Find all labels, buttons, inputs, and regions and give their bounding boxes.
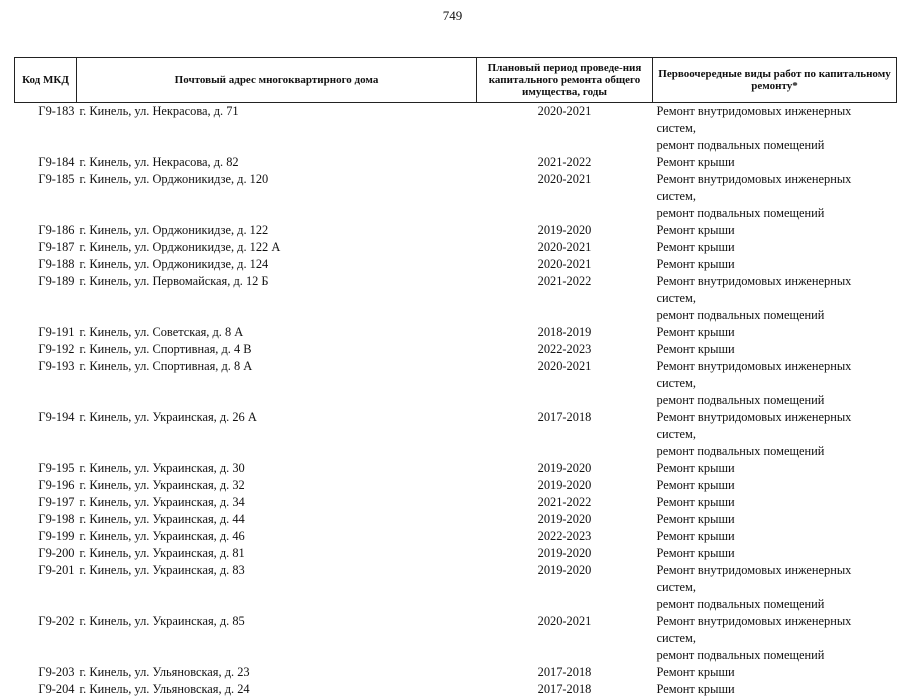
- row-works: [653, 222, 897, 239]
- row-works: [653, 341, 897, 358]
- row-works: [653, 460, 897, 477]
- row-works: [653, 562, 897, 613]
- row-period: 2019-2020: [477, 545, 653, 562]
- row-works-line: Ремонт крыши: [657, 256, 894, 273]
- row-code: Г9-201: [15, 562, 77, 613]
- row-works-line: Ремонт крыши: [657, 154, 894, 171]
- table-row: [15, 341, 897, 358]
- table-row: [15, 273, 897, 324]
- header-period: Плановый период проведе-ния капитального ремонта общего имущества, годы: [477, 58, 653, 103]
- row-works: [653, 256, 897, 273]
- row-works-line: ремонт подвальных помещений: [657, 443, 894, 460]
- row-address: г. Кинель, ул. Орджоникидзе, д. 124: [77, 256, 477, 273]
- row-address: г. Кинель, ул. Спортивная, д. 4 В: [77, 341, 477, 358]
- table-row: [15, 613, 897, 664]
- row-period: 2020-2021: [477, 256, 653, 273]
- row-works-line: Ремонт внутридомовых инженерных систем,: [657, 103, 894, 137]
- row-code: Г9-200: [15, 545, 77, 562]
- page-number: 749: [0, 8, 905, 24]
- row-address: г. Кинель, ул. Первомайская, д. 12 Б: [77, 273, 477, 324]
- row-works: [653, 613, 897, 664]
- row-code: Г9-204: [15, 681, 77, 698]
- table-row: [15, 460, 897, 477]
- row-works: [653, 171, 897, 222]
- row-period: 2019-2020: [477, 477, 653, 494]
- row-code: Г9-184: [15, 154, 77, 171]
- row-works-line: Ремонт крыши: [657, 341, 894, 358]
- row-address: г. Кинель, ул. Некрасова, д. 82: [77, 154, 477, 171]
- row-works: [653, 511, 897, 528]
- row-code: Г9-189: [15, 273, 77, 324]
- row-address: г. Кинель, ул. Орджоникидзе, д. 122 А: [77, 239, 477, 256]
- table-row: [15, 664, 897, 681]
- row-works-line: Ремонт крыши: [657, 324, 894, 341]
- row-code: Г9-195: [15, 460, 77, 477]
- table-row: [15, 681, 897, 698]
- row-period: 2019-2020: [477, 562, 653, 613]
- row-works-line: Ремонт крыши: [657, 239, 894, 256]
- row-period: 2020-2021: [477, 103, 653, 155]
- row-address: г. Кинель, ул. Ульяновская, д. 24: [77, 681, 477, 698]
- row-works-line: Ремонт крыши: [657, 511, 894, 528]
- row-works: [653, 528, 897, 545]
- row-works-line: ремонт подвальных помещений: [657, 392, 894, 409]
- row-code: Г9-185: [15, 171, 77, 222]
- row-works: [653, 239, 897, 256]
- row-works: [653, 324, 897, 341]
- row-code: Г9-196: [15, 477, 77, 494]
- table-row: [15, 171, 897, 222]
- row-code: Г9-183: [15, 103, 77, 155]
- row-works-line: Ремонт внутридомовых инженерных систем,: [657, 562, 894, 596]
- table-row: [15, 324, 897, 341]
- row-code: Г9-187: [15, 239, 77, 256]
- row-code: Г9-193: [15, 358, 77, 409]
- row-works: [653, 664, 897, 681]
- row-period: 2018-2019: [477, 324, 653, 341]
- table-row: [15, 256, 897, 273]
- row-period: 2021-2022: [477, 154, 653, 171]
- row-period: 2020-2021: [477, 171, 653, 222]
- row-address: г. Кинель, ул. Украинская, д. 34: [77, 494, 477, 511]
- row-address: г. Кинель, ул. Украинская, д. 32: [77, 477, 477, 494]
- row-period: 2020-2021: [477, 239, 653, 256]
- row-works-line: Ремонт крыши: [657, 477, 894, 494]
- row-works-line: Ремонт крыши: [657, 460, 894, 477]
- table-row: [15, 477, 897, 494]
- row-code: Г9-199: [15, 528, 77, 545]
- row-works: [653, 477, 897, 494]
- table-row: [15, 494, 897, 511]
- row-works-line: Ремонт крыши: [657, 664, 894, 681]
- row-address: г. Кинель, ул. Украинская, д. 44: [77, 511, 477, 528]
- row-period: 2020-2021: [477, 358, 653, 409]
- row-code: Г9-198: [15, 511, 77, 528]
- table-row: [15, 222, 897, 239]
- table-body: [15, 103, 897, 698]
- row-code: Г9-191: [15, 324, 77, 341]
- row-address: г. Кинель, ул. Некрасова, д. 71: [77, 103, 477, 155]
- row-period: 2019-2020: [477, 511, 653, 528]
- row-works: [653, 273, 897, 324]
- row-period: 2021-2022: [477, 273, 653, 324]
- table-row: [15, 358, 897, 409]
- row-works: [653, 103, 897, 155]
- row-code: Г9-203: [15, 664, 77, 681]
- row-works-line: ремонт подвальных помещений: [657, 647, 894, 664]
- row-works-line: ремонт подвальных помещений: [657, 596, 894, 613]
- row-code: Г9-188: [15, 256, 77, 273]
- row-works-line: Ремонт внутридомовых инженерных систем,: [657, 409, 894, 443]
- table-row: [15, 562, 897, 613]
- row-period: 2020-2021: [477, 613, 653, 664]
- row-works: [653, 358, 897, 409]
- header-works: Первоочередные виды работ по капитальному ремонту*: [653, 58, 897, 103]
- row-period: 2019-2020: [477, 460, 653, 477]
- row-address: г. Кинель, ул. Украинская, д. 85: [77, 613, 477, 664]
- row-code: Г9-202: [15, 613, 77, 664]
- row-address: г. Кинель, ул. Орджоникидзе, д. 122: [77, 222, 477, 239]
- row-works: [653, 545, 897, 562]
- row-works-line: Ремонт крыши: [657, 494, 894, 511]
- header-code: Код МКД: [15, 58, 77, 103]
- row-address: г. Кинель, ул. Украинская, д. 83: [77, 562, 477, 613]
- row-works-line: Ремонт внутридомовых инженерных систем,: [657, 613, 894, 647]
- row-period: 2022-2023: [477, 341, 653, 358]
- row-code: Г9-197: [15, 494, 77, 511]
- row-address: г. Кинель, ул. Украинская, д. 46: [77, 528, 477, 545]
- row-period: 2017-2018: [477, 681, 653, 698]
- row-works-line: ремонт подвальных помещений: [657, 205, 894, 222]
- row-works-line: Ремонт крыши: [657, 681, 894, 698]
- row-period: 2019-2020: [477, 222, 653, 239]
- row-works-line: Ремонт внутридомовых инженерных систем,: [657, 273, 894, 307]
- row-works-line: Ремонт крыши: [657, 222, 894, 239]
- row-period: 2017-2018: [477, 664, 653, 681]
- row-works: [653, 681, 897, 698]
- table-row: [15, 239, 897, 256]
- row-works-line: Ремонт крыши: [657, 545, 894, 562]
- table-row: [15, 511, 897, 528]
- table-row: [15, 154, 897, 171]
- table-row: [15, 528, 897, 545]
- row-works: [653, 409, 897, 460]
- row-period: 2017-2018: [477, 409, 653, 460]
- row-code: Г9-194: [15, 409, 77, 460]
- row-works-line: Ремонт крыши: [657, 528, 894, 545]
- row-period: 2021-2022: [477, 494, 653, 511]
- row-code: Г9-192: [15, 341, 77, 358]
- row-works-line: ремонт подвальных помещений: [657, 307, 894, 324]
- table-header-row: [15, 58, 897, 103]
- row-address: г. Кинель, ул. Орджоникидзе, д. 120: [77, 171, 477, 222]
- header-address: Почтовый адрес многоквартирного дома: [77, 58, 477, 103]
- repair-schedule-table: [14, 57, 897, 698]
- row-works: [653, 494, 897, 511]
- row-works: [653, 154, 897, 171]
- table-row: [15, 545, 897, 562]
- row-address: г. Кинель, ул. Спортивная, д. 8 А: [77, 358, 477, 409]
- row-period: 2022-2023: [477, 528, 653, 545]
- row-address: г. Кинель, ул. Украинская, д. 81: [77, 545, 477, 562]
- row-address: г. Кинель, ул. Ульяновская, д. 23: [77, 664, 477, 681]
- row-works-line: Ремонт внутридомовых инженерных систем,: [657, 171, 894, 205]
- row-code: Г9-186: [15, 222, 77, 239]
- row-address: г. Кинель, ул. Украинская, д. 26 А: [77, 409, 477, 460]
- row-works-line: ремонт подвальных помещений: [657, 137, 894, 154]
- table-row: [15, 103, 897, 155]
- row-works-line: Ремонт внутридомовых инженерных систем,: [657, 358, 894, 392]
- row-address: г. Кинель, ул. Советская, д. 8 А: [77, 324, 477, 341]
- table-row: [15, 409, 897, 460]
- row-address: г. Кинель, ул. Украинская, д. 30: [77, 460, 477, 477]
